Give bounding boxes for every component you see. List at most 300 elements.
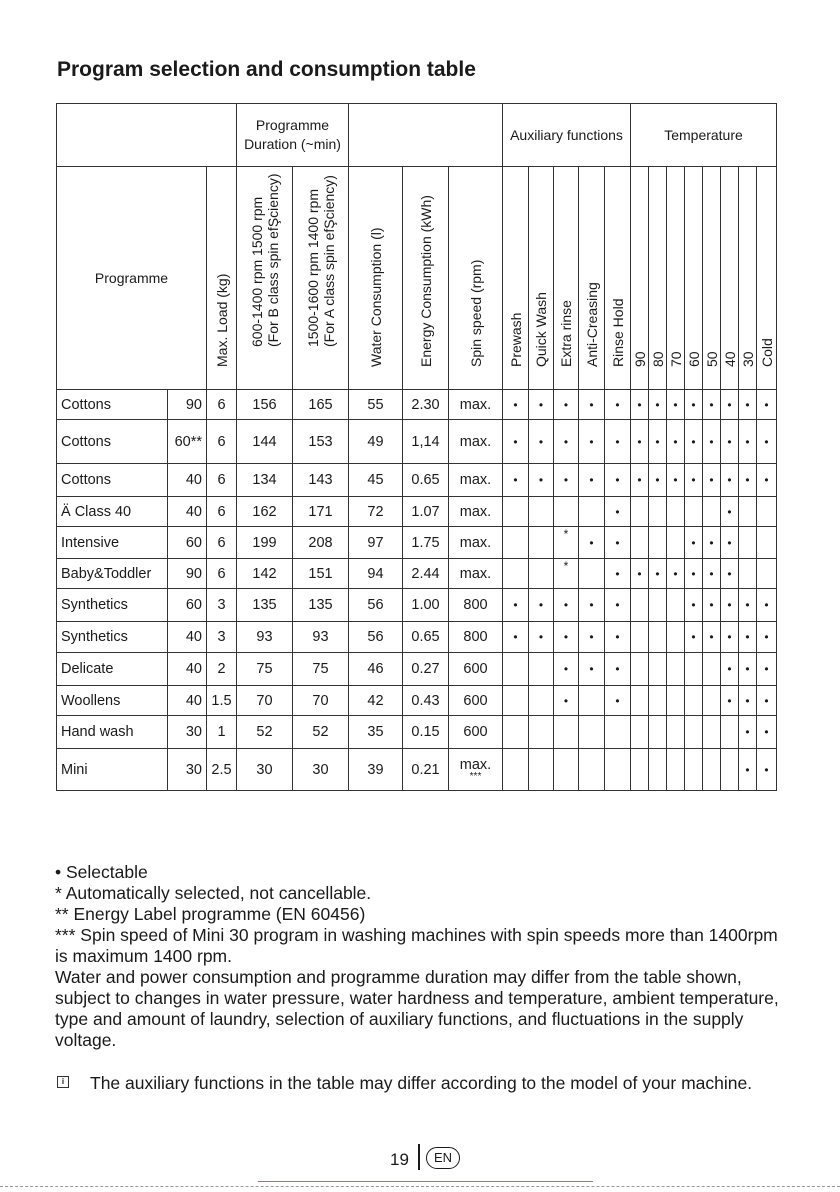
- duration-a-value: 143: [293, 464, 349, 497]
- temp-60-cell: [685, 497, 703, 527]
- temp-80-cell: •: [649, 464, 667, 497]
- aux-anti-creasing-cell: [579, 497, 605, 527]
- aux-extra-rinse-cell: [554, 716, 579, 749]
- aux-quick-wash-cell: [529, 653, 554, 686]
- programme-temperature: 60: [168, 589, 207, 622]
- temp-30-cell: [739, 559, 757, 589]
- duration-b-value: 156: [237, 390, 293, 420]
- aux-prewash-cell: [503, 686, 529, 716]
- duration-a-value: 52: [293, 716, 349, 749]
- temp-cold-cell: •: [757, 464, 777, 497]
- duration-b-value: 93: [237, 622, 293, 653]
- aux-anti-creasing-cell: •: [579, 464, 605, 497]
- header-energy-label-1: Energy Consumption (kWh): [417, 195, 434, 367]
- aux-prewash-cell: [503, 559, 529, 589]
- temp-70-cell: [667, 716, 685, 749]
- aux-quick-wash-cell: •: [529, 390, 554, 420]
- duration-b-value: 144: [237, 420, 293, 464]
- temp-cold-cell: [757, 527, 777, 559]
- header-temp-30: [739, 167, 757, 390]
- max-load-value: 6: [207, 390, 237, 420]
- aux-extra-rinse-cell: *: [554, 559, 579, 589]
- programme-temperature: 30: [168, 716, 207, 749]
- header-temp-70: [667, 167, 685, 390]
- aux-extra-rinse-cell: *: [554, 527, 579, 559]
- temp-50-cell: •: [703, 559, 721, 589]
- note-consumption-disclaimer: Water and power consumption and programme duration may differ from the table shown, subject to changes in water pressure, water hardness and temperature, ambient temperature, type and amount of laundry, selection of auxiliary functions, and fluctuations in the supply voltage.: [55, 967, 779, 1050]
- programme-name: Mini: [57, 749, 168, 791]
- table-row: [57, 559, 777, 589]
- aux-prewash-cell: •: [503, 420, 529, 464]
- water-value: 94: [349, 559, 403, 589]
- header-duration-a: [293, 167, 349, 390]
- note-selectable: • Selectable: [55, 862, 148, 882]
- temp-70-cell: [667, 497, 685, 527]
- programme-name: Synthetics: [57, 622, 168, 653]
- temp-50-cell: [703, 497, 721, 527]
- temp-70-cell: [667, 527, 685, 559]
- energy-value: 0.65: [403, 622, 449, 653]
- programme-name: Delicate: [57, 653, 168, 686]
- temp-80-cell: •: [649, 420, 667, 464]
- aux-quick-wash-cell: [529, 527, 554, 559]
- header-temp-30-label-1: 30: [739, 351, 756, 367]
- temp-60-cell: •: [685, 420, 703, 464]
- spin-value: 800: [449, 622, 503, 653]
- duration-a-value: 153: [293, 420, 349, 464]
- temp-90-cell: [631, 527, 649, 559]
- header-duration-b-label-1: 600-1400 rpm 1500 rpm: [248, 196, 265, 347]
- aux-quick-wash-cell: •: [529, 622, 554, 653]
- header-temp-50: [703, 167, 721, 390]
- max-load-value: 1: [207, 716, 237, 749]
- table-row: [57, 464, 777, 497]
- aux-quick-wash-cell: •: [529, 420, 554, 464]
- programme-temperature: 30: [168, 749, 207, 791]
- aux-prewash-cell: •: [503, 390, 529, 420]
- header-aux-anti-creasing-label-1: Anti-Creasing: [583, 282, 600, 367]
- temp-50-cell: •: [703, 464, 721, 497]
- temp-50-cell: •: [703, 622, 721, 653]
- programme-name: Cottons: [57, 420, 168, 464]
- water-value: 46: [349, 653, 403, 686]
- aux-prewash-cell: [503, 527, 529, 559]
- temp-30-cell: •: [739, 749, 757, 791]
- aux-prewash-cell: [503, 749, 529, 791]
- water-value: 45: [349, 464, 403, 497]
- temp-30-cell: •: [739, 716, 757, 749]
- programme-temperature: 60: [168, 527, 207, 559]
- energy-value: 1.00: [403, 589, 449, 622]
- temp-40-cell: •: [721, 559, 739, 589]
- temp-cold-cell: •: [757, 420, 777, 464]
- temp-60-cell: [685, 749, 703, 791]
- aux-prewash-cell: [503, 497, 529, 527]
- temp-40-cell: [721, 749, 739, 791]
- temp-90-cell: •: [631, 420, 649, 464]
- temp-40-cell: •: [721, 420, 739, 464]
- note-energy-label: ** Energy Label programme (EN 60456): [55, 904, 366, 924]
- info-note: [55, 1073, 795, 1094]
- header-temp-70-label-1: 70: [667, 351, 684, 367]
- table-row: [57, 420, 777, 464]
- header-temp-cold: [757, 167, 777, 390]
- aux-quick-wash-cell: [529, 716, 554, 749]
- programme-name: Cottons: [57, 464, 168, 497]
- temp-90-cell: •: [631, 464, 649, 497]
- spin-value: [449, 749, 503, 791]
- temp-90-cell: •: [631, 390, 649, 420]
- temp-30-cell: [739, 497, 757, 527]
- duration-a-value: 171: [293, 497, 349, 527]
- aux-extra-rinse-cell: •: [554, 653, 579, 686]
- water-value: 56: [349, 622, 403, 653]
- aux-prewash-cell: [503, 716, 529, 749]
- water-value: 97: [349, 527, 403, 559]
- duration-b-value: 199: [237, 527, 293, 559]
- temp-70-cell: [667, 749, 685, 791]
- table-row: [57, 716, 777, 749]
- aux-anti-creasing-cell: •: [579, 653, 605, 686]
- aux-quick-wash-cell: •: [529, 464, 554, 497]
- max-load-value: 6: [207, 497, 237, 527]
- header-empty-mid: [349, 104, 503, 167]
- temp-30-cell: •: [739, 589, 757, 622]
- header-temp-50-label-1: 50: [703, 351, 720, 367]
- footer-rule: [0, 1186, 840, 1187]
- spin-value: 600: [449, 716, 503, 749]
- spin-note: ***: [469, 770, 482, 782]
- note-auto-selected: * Automatically selected, not cancellable.: [55, 883, 372, 903]
- programme-name: Baby&Toddler: [57, 559, 168, 589]
- note-mini-spin: *** Spin speed of Mini 30 program in washing machines with spin speeds more than 1400rpm is maximum 1400 rpm.: [55, 925, 778, 966]
- aux-rinse-hold-cell: •: [605, 527, 631, 559]
- temp-30-cell: •: [739, 686, 757, 716]
- temp-60-cell: [685, 653, 703, 686]
- temp-70-cell: •: [667, 420, 685, 464]
- programme-temperature: 40: [168, 686, 207, 716]
- temp-80-cell: [649, 653, 667, 686]
- header-aux-extra-rinse: [554, 167, 579, 390]
- max-load-value: 3: [207, 589, 237, 622]
- temp-90-cell: [631, 497, 649, 527]
- aux-extra-rinse-cell: •: [554, 390, 579, 420]
- duration-b-value: 75: [237, 653, 293, 686]
- table-row: [57, 390, 777, 420]
- temp-80-cell: [649, 497, 667, 527]
- water-value: 49: [349, 420, 403, 464]
- temp-cold-cell: •: [757, 686, 777, 716]
- temp-90-cell: [631, 589, 649, 622]
- energy-value: 2.44: [403, 559, 449, 589]
- temp-cold-cell: •: [757, 716, 777, 749]
- water-value: 42: [349, 686, 403, 716]
- temp-60-cell: •: [685, 559, 703, 589]
- temp-90-cell: [631, 686, 649, 716]
- max-load-value: 3: [207, 622, 237, 653]
- water-value: 56: [349, 589, 403, 622]
- page-title: Program selection and consumption table: [57, 58, 476, 81]
- program-table: [56, 103, 777, 791]
- temp-40-cell: •: [721, 686, 739, 716]
- header-duration-b-label-2: (For B class spin efŞciency): [264, 173, 281, 347]
- programme-temperature: 40: [168, 464, 207, 497]
- table-row: [57, 497, 777, 527]
- header-empty-left: [57, 104, 237, 167]
- aux-prewash-cell: [503, 653, 529, 686]
- spin-value: 600: [449, 653, 503, 686]
- programme-temperature: 90: [168, 390, 207, 420]
- header-temp-40: [721, 167, 739, 390]
- header-temp-80: [649, 167, 667, 390]
- temp-70-cell: [667, 653, 685, 686]
- temp-60-cell: •: [685, 390, 703, 420]
- aux-anti-creasing-cell: •: [579, 527, 605, 559]
- aux-extra-rinse-cell: [554, 497, 579, 527]
- header-duration-b: [237, 167, 293, 390]
- table-row: [57, 749, 777, 791]
- duration-a-value: 151: [293, 559, 349, 589]
- programme-name: Synthetics: [57, 589, 168, 622]
- energy-value: 1.75: [403, 527, 449, 559]
- programme-temperature: 40: [168, 497, 207, 527]
- table-row: [57, 589, 777, 622]
- header-duration-a-label-1: 1500-1600 rpm 1400 rpm: [304, 189, 321, 347]
- temp-80-cell: [649, 589, 667, 622]
- aux-quick-wash-cell: [529, 686, 554, 716]
- temp-40-cell: •: [721, 527, 739, 559]
- energy-value: 0.65: [403, 464, 449, 497]
- energy-value: 0.43: [403, 686, 449, 716]
- duration-b-value: 52: [237, 716, 293, 749]
- header-energy: [403, 167, 449, 390]
- duration-b-value: 162: [237, 497, 293, 527]
- max-load-value: 2.5: [207, 749, 237, 791]
- temp-70-cell: [667, 622, 685, 653]
- max-load-value: 6: [207, 527, 237, 559]
- temp-60-cell: •: [685, 527, 703, 559]
- aux-rinse-hold-cell: •: [605, 390, 631, 420]
- language-badge: EN: [426, 1147, 460, 1169]
- aux-rinse-hold-cell: •: [605, 559, 631, 589]
- aux-extra-rinse-cell: •: [554, 686, 579, 716]
- aux-prewash-cell: •: [503, 464, 529, 497]
- programme-name: Intensive: [57, 527, 168, 559]
- aux-anti-creasing-cell: [579, 716, 605, 749]
- programme-name: Woollens: [57, 686, 168, 716]
- spin-value: max.: [449, 497, 503, 527]
- temp-70-cell: [667, 589, 685, 622]
- aux-extra-rinse-cell: •: [554, 420, 579, 464]
- energy-value: 1,14: [403, 420, 449, 464]
- header-duration-a-label-2: (For A class spin efŞciency): [320, 175, 337, 347]
- info-icon: i: [57, 1076, 69, 1088]
- energy-value: 0.21: [403, 749, 449, 791]
- temp-90-cell: [631, 653, 649, 686]
- header-duration: Programme Duration (~min): [237, 104, 349, 167]
- temp-cold-cell: •: [757, 749, 777, 791]
- header-max-load-label-1: Max. Load (kg): [213, 273, 230, 367]
- aux-rinse-hold-cell: •: [605, 420, 631, 464]
- spin-value: max.: [449, 390, 503, 420]
- temp-40-cell: [721, 716, 739, 749]
- duration-a-value: 165: [293, 390, 349, 420]
- spin-value: max.: [449, 527, 503, 559]
- temp-80-cell: •: [649, 559, 667, 589]
- spin-value: max.: [449, 464, 503, 497]
- temp-50-cell: [703, 653, 721, 686]
- energy-value: 0.27: [403, 653, 449, 686]
- temp-50-cell: [703, 716, 721, 749]
- table-row: [57, 653, 777, 686]
- header-aux-anti-creasing: [579, 167, 605, 390]
- header-spin-label-1: Spin speed (rpm): [467, 259, 484, 367]
- header-temp-60: [685, 167, 703, 390]
- temp-50-cell: •: [703, 420, 721, 464]
- header-temp-60-label-1: 60: [685, 351, 702, 367]
- temp-cold-cell: •: [757, 589, 777, 622]
- temp-70-cell: [667, 686, 685, 716]
- aux-anti-creasing-cell: •: [579, 420, 605, 464]
- aux-anti-creasing-cell: •: [579, 589, 605, 622]
- temp-70-cell: •: [667, 390, 685, 420]
- temp-cold-cell: •: [757, 390, 777, 420]
- water-value: 55: [349, 390, 403, 420]
- aux-rinse-hold-cell: •: [605, 497, 631, 527]
- temp-30-cell: •: [739, 653, 757, 686]
- aux-rinse-hold-cell: •: [605, 589, 631, 622]
- spin-value: 800: [449, 589, 503, 622]
- temp-30-cell: •: [739, 420, 757, 464]
- programme-name: Ä Class 40: [57, 497, 168, 527]
- temp-60-cell: •: [685, 622, 703, 653]
- table-row: [57, 622, 777, 653]
- temp-60-cell: •: [685, 589, 703, 622]
- temp-cold-cell: [757, 497, 777, 527]
- header-temp-90: [631, 167, 649, 390]
- spin-value: max.: [449, 420, 503, 464]
- header-auxiliary: Auxiliary functions: [503, 104, 631, 167]
- max-load-value: 1.5: [207, 686, 237, 716]
- duration-a-value: 208: [293, 527, 349, 559]
- aux-rinse-hold-cell: [605, 716, 631, 749]
- aux-anti-creasing-cell: [579, 559, 605, 589]
- aux-extra-rinse-cell: [554, 749, 579, 791]
- programme-name: Hand wash: [57, 716, 168, 749]
- aux-anti-creasing-cell: [579, 686, 605, 716]
- aux-quick-wash-cell: [529, 749, 554, 791]
- temp-40-cell: •: [721, 653, 739, 686]
- duration-a-value: 135: [293, 589, 349, 622]
- aux-quick-wash-cell: [529, 497, 554, 527]
- temp-40-cell: •: [721, 390, 739, 420]
- header-aux-extra-rinse-label-1: Extra rinse: [558, 300, 574, 367]
- aux-extra-rinse-cell: •: [554, 464, 579, 497]
- aux-quick-wash-cell: [529, 559, 554, 589]
- header-temp-90-label-1: 90: [631, 351, 648, 367]
- duration-a-value: 75: [293, 653, 349, 686]
- temp-90-cell: •: [631, 559, 649, 589]
- max-load-value: 2: [207, 653, 237, 686]
- spin-value: max.: [449, 559, 503, 589]
- temp-90-cell: [631, 749, 649, 791]
- temp-60-cell: [685, 716, 703, 749]
- header-temp-cold-label-1: Cold: [758, 338, 775, 367]
- header-programme: Programme: [57, 167, 207, 390]
- aux-anti-creasing-cell: •: [579, 622, 605, 653]
- energy-value: 1.07: [403, 497, 449, 527]
- aux-prewash-cell: •: [503, 622, 529, 653]
- energy-value: 0.15: [403, 716, 449, 749]
- header-aux-quick-wash-label-1: Quick Wash: [533, 292, 549, 367]
- temp-40-cell: •: [721, 622, 739, 653]
- temp-50-cell: •: [703, 390, 721, 420]
- header-max-load: [207, 167, 237, 390]
- temp-30-cell: •: [739, 622, 757, 653]
- temp-30-cell: [739, 527, 757, 559]
- temp-50-cell: [703, 686, 721, 716]
- temp-70-cell: •: [667, 559, 685, 589]
- programme-name: Cottons: [57, 390, 168, 420]
- temp-80-cell: [649, 749, 667, 791]
- header-temp-40-label-1: 40: [721, 351, 738, 367]
- temp-90-cell: [631, 716, 649, 749]
- temp-90-cell: [631, 622, 649, 653]
- temp-50-cell: •: [703, 589, 721, 622]
- aux-extra-rinse-cell: •: [554, 589, 579, 622]
- table-row: [57, 686, 777, 716]
- programme-temperature: 40: [168, 653, 207, 686]
- max-load-value: 6: [207, 420, 237, 464]
- duration-b-value: 30: [237, 749, 293, 791]
- header-water: [349, 167, 403, 390]
- aux-quick-wash-cell: •: [529, 589, 554, 622]
- temp-50-cell: •: [703, 527, 721, 559]
- temp-60-cell: [685, 686, 703, 716]
- header-aux-rinse-hold-label-1: Rinse Hold: [609, 298, 626, 367]
- aux-rinse-hold-cell: •: [605, 622, 631, 653]
- duration-b-value: 134: [237, 464, 293, 497]
- header-temp-80-label-1: 80: [649, 351, 666, 367]
- aux-anti-creasing-cell: [579, 749, 605, 791]
- energy-value: 2.30: [403, 390, 449, 420]
- page-number: 19: [390, 1150, 409, 1169]
- spin-speed: max.: [459, 756, 492, 773]
- info-text: The auxiliary functions in the table may differ according to the model of your machine.: [90, 1073, 753, 1093]
- temp-70-cell: •: [667, 464, 685, 497]
- header-aux-prewash: [503, 167, 529, 390]
- water-value: 35: [349, 716, 403, 749]
- table-row: [57, 527, 777, 559]
- temp-80-cell: [649, 527, 667, 559]
- water-value: 39: [349, 749, 403, 791]
- aux-prewash-cell: •: [503, 589, 529, 622]
- temp-80-cell: •: [649, 390, 667, 420]
- programme-temperature: 40: [168, 622, 207, 653]
- footer-divider: [418, 1144, 420, 1170]
- temp-cold-cell: [757, 559, 777, 589]
- temp-30-cell: •: [739, 464, 757, 497]
- temp-80-cell: [649, 716, 667, 749]
- temp-80-cell: [649, 686, 667, 716]
- aux-rinse-hold-cell: [605, 749, 631, 791]
- temp-40-cell: •: [721, 497, 739, 527]
- duration-a-value: 30: [293, 749, 349, 791]
- header-aux-rinse-hold: [605, 167, 631, 390]
- programme-temperature: 60**: [168, 420, 207, 464]
- duration-a-value: 93: [293, 622, 349, 653]
- aux-rinse-hold-cell: •: [605, 686, 631, 716]
